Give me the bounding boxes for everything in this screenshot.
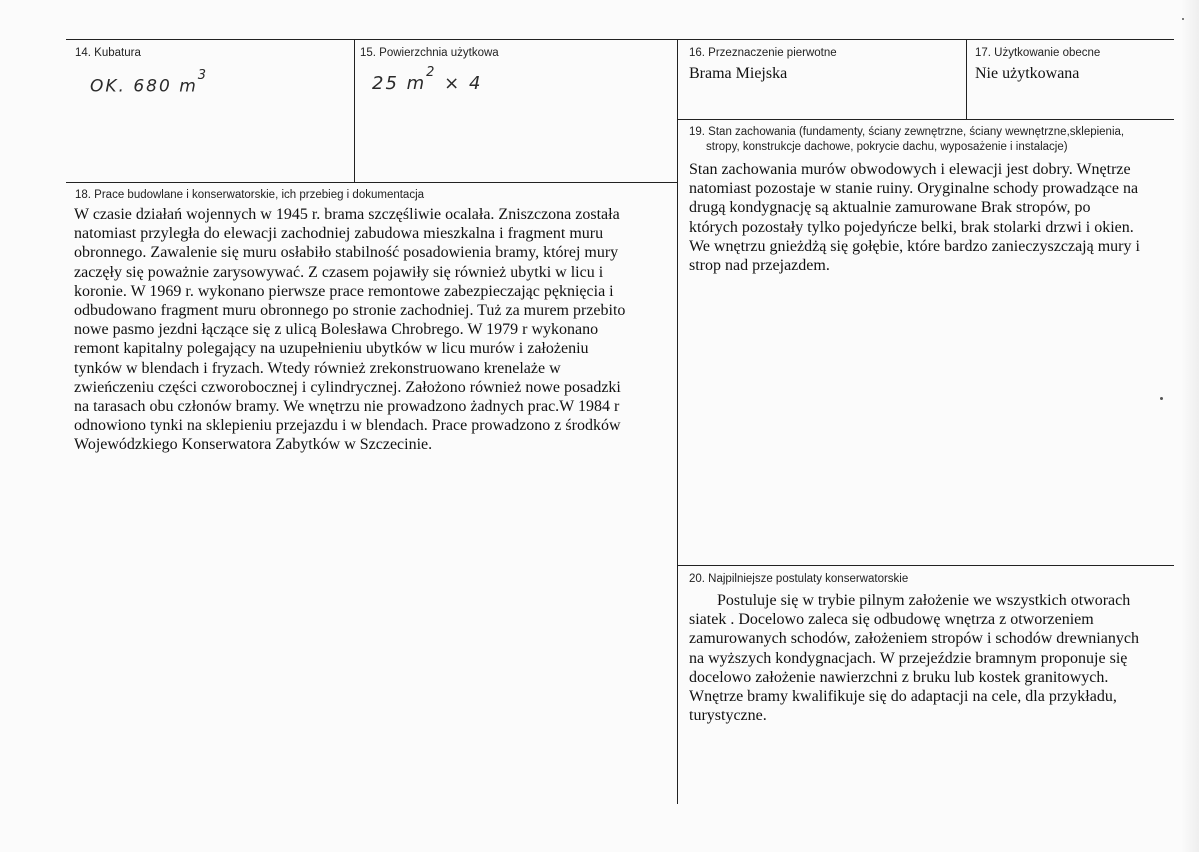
field-18-line: obronnego. Zawalenie się muru osłabiło stabilność posadowienia bramy, której mury bbox=[74, 244, 619, 262]
field-18-line: koronie. W 1969 r. wykonano pierwsze prace remontowe zabezpieczając pęknięcia i bbox=[74, 282, 614, 300]
field-19-line: We wnętrzu gnieżdżą się gołębie, które bardzo zanieczyszczają mury i bbox=[689, 237, 1140, 255]
field-18-line: nowe pasmo jezdni łączące się z ulicą Bolesława Chrobrego. W 1979 r wykonano bbox=[74, 321, 599, 339]
field-19-text bbox=[689, 160, 1179, 275]
field-18-line: zwieńczeniu części czworobocznej i cylindrycznej. Założono również nowe posadzki bbox=[74, 378, 621, 396]
field-20-line: Postuluje się w trybie pilnym założenie we wszystkich otworach bbox=[717, 592, 1131, 609]
field-19-line: natomiast pozostaje w stanie ruiny. Oryginalne schody prowadzące na bbox=[689, 180, 1139, 198]
field-20-line: na wyższych kondygnacjach. W przejeździe bramnym proponuje się bbox=[689, 649, 1128, 667]
field-16-label: 16. Przeznaczenie pierwotne bbox=[689, 47, 837, 59]
field-19-line: których pozostały tylko pojedyńcze belki, brak stolarki drzwi i okien. bbox=[689, 218, 1134, 236]
form-divider-16-17 bbox=[966, 39, 967, 119]
field-15-label: 15. Powierzchnia użytkowa bbox=[360, 47, 499, 59]
form-rule-above-18 bbox=[66, 182, 677, 183]
field-18-line: odbudowano fragment muru obronnego po stronie zachodniej. Tuż za murem przebito bbox=[74, 302, 626, 320]
form-divider-14-15 bbox=[354, 39, 355, 182]
field-14-label: 14. Kubatura bbox=[75, 47, 141, 59]
field-19-line: Stan zachowania murów obwodowych i elewacji jest dobry. Wnętrze bbox=[689, 161, 1131, 178]
field-19-line: drugą kondygnację są aktualnie zamurowane Brak stropów, po bbox=[689, 199, 1091, 217]
field-18-text bbox=[74, 205, 674, 455]
field-14-value-superscript: 3 bbox=[197, 68, 209, 83]
field-18-line: natomiast przyległa do elewacji zachodniej zabudowa mieszkalna i fragment muru bbox=[74, 225, 604, 243]
scan-speck bbox=[1160, 397, 1163, 400]
field-19-label-line-2: stropy, konstrukcje dachowe, pokrycie dachu, wyposażenie i instalacje) bbox=[706, 141, 1068, 153]
scan-edge-shade bbox=[1181, 0, 1199, 852]
field-15-value-text: 25 m bbox=[372, 73, 427, 94]
field-18-line: na tarasach obu członów bramy. We wnętrzu nie prowadzono żadnych prac.W 1984 r bbox=[74, 398, 620, 416]
field-15-value-multiplier: × 4 bbox=[436, 73, 483, 94]
field-15-handwritten-value bbox=[372, 65, 483, 94]
field-17-value: Nie użytkowana bbox=[975, 65, 1080, 82]
field-19-label-line-1: 19. Stan zachowania (fundamenty, ściany zewnętrzne, ściany wewnętrzne,sklepienia, bbox=[689, 126, 1125, 138]
form-rule-under-16-17 bbox=[677, 119, 1174, 120]
field-18-line: Wojewódzkiego Konserwatora Zabytków w Szczecinie. bbox=[74, 436, 433, 454]
field-14-value-text: OK. 680 m bbox=[90, 76, 198, 97]
field-20-line: zamurowanych schodów, założeniem stropów i schodów drewnianych bbox=[689, 630, 1139, 648]
field-14-handwritten-value bbox=[90, 68, 209, 97]
field-16-value: Brama Miejska bbox=[689, 65, 788, 82]
field-19-line: strop nad przejazdem. bbox=[689, 257, 830, 275]
field-18-line: remont kapitalny polegający na uzupełnieniu ubytków w licu murów i założeniu bbox=[74, 340, 589, 358]
field-18-line: zaczęły się poważnie zarysowywać. Z czasem pojawiły się również ubytki w licu i bbox=[74, 263, 604, 281]
form-center-divider bbox=[677, 39, 678, 804]
form-rule-above-20 bbox=[677, 565, 1174, 566]
field-18-line: odnowiono tynki na sklepieniu przejazdu i w blendach. Prace prowadzono z środków bbox=[74, 417, 621, 435]
field-18-line: W czasie działań wojennych w 1945 r. brama szczęśliwie ocalała. Zniszczona została bbox=[74, 206, 620, 223]
field-20-line: siatek . Docelowo zaleca się odbudowę wnętrza z otworzeniem bbox=[689, 611, 1094, 629]
field-18-label: 18. Prace budowlane i konserwatorskie, ich przebieg i dokumentacja bbox=[75, 189, 425, 201]
field-17-label: 17. Użytkowanie obecne bbox=[975, 47, 1101, 59]
field-18-line: tynków w blendach i fryzach. Wtedy również zrekonstruowano krenelaże w bbox=[74, 359, 561, 377]
scan-speck bbox=[1182, 18, 1184, 20]
form-top-rule bbox=[66, 39, 1174, 40]
field-20-text bbox=[689, 591, 1179, 725]
field-20-line: turystyczne. bbox=[689, 707, 767, 725]
field-15-value-superscript: 2 bbox=[426, 65, 437, 80]
field-20-label: 20. Najpilniejsze postulaty konserwatorskie bbox=[689, 573, 909, 585]
field-20-line: Wnętrze bramy kwalifikuje się do adaptacji na cele, dla przykładu, bbox=[689, 688, 1117, 706]
field-20-line: docelowo założenie nawierzchni z bruku lub kostek granitowych. bbox=[689, 668, 1109, 686]
